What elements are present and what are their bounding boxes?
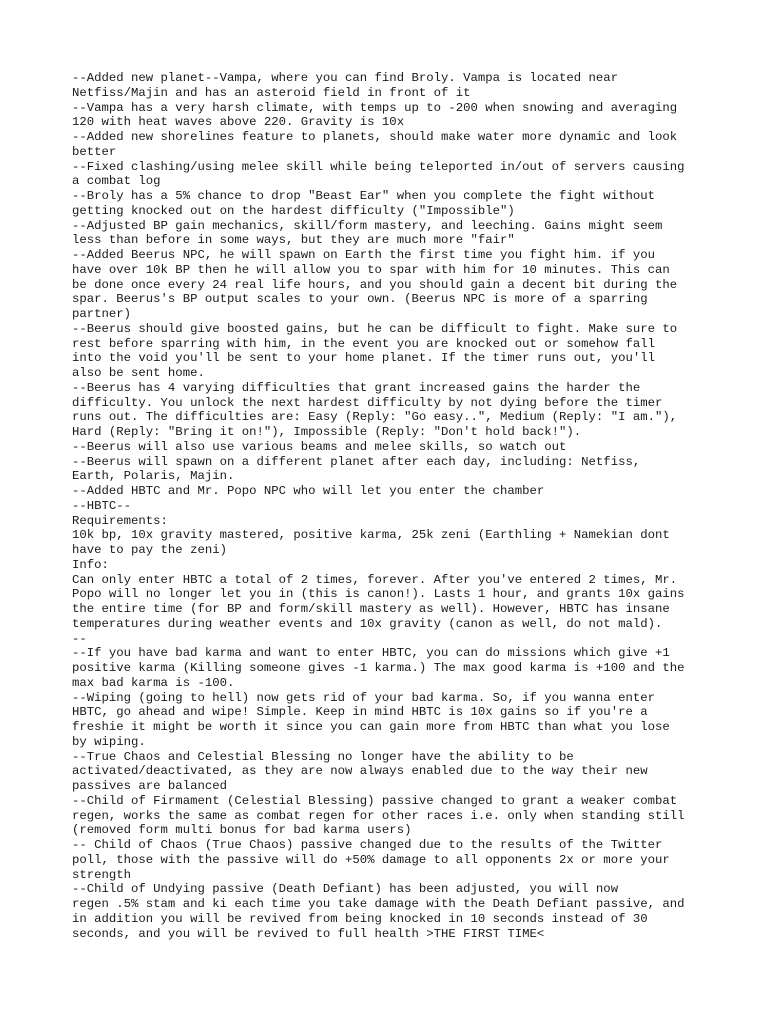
text-line: better — [72, 144, 117, 159]
text-line: the entire time (for BP and form/skill mastery as well). However, HBTC has insane — [72, 602, 670, 616]
text-line: HBTC, go ahead and wipe! Simple. Keep in mind HBTC is 10x gains so if you're a — [72, 705, 648, 720]
text-line: also be sent home. — [72, 366, 205, 380]
text-line: --Adjusted BP gain mechanics, skill/form mastery, and leeching. Gains might seem — [72, 218, 663, 233]
text-line: a combat log — [72, 174, 161, 189]
text-line: have to pay the zeni) — [72, 543, 227, 557]
text-line: in addition you will be revived from being knocked in 10 seconds instead of 30 — [72, 911, 648, 926]
text-line: --True Chaos and Celestial Blessing no longer have the ability to be — [72, 749, 574, 764]
text-line: Netfiss/Majin and has an asteroid field in front of it — [72, 85, 471, 100]
text-line: --Added new planet--Vampa, where you can find Broly. Vampa is located near — [72, 71, 619, 85]
text-line: Hard (Reply: "Bring it on!"), Impossible (Reply: "Don't hold back!"). — [72, 425, 582, 439]
text-line: strength — [72, 867, 132, 882]
text-line: (removed form multi bonus for bad karma users) — [72, 823, 412, 838]
text-line: --Added new shorelines feature to planets, should make water more dynamic and look — [72, 130, 678, 144]
text-line: rest before sparring with him, in the event you are knocked out or somehow fall — [72, 336, 655, 351]
text-line: --Beerus has 4 varying difficulties that grant increased gains the harder the — [72, 380, 641, 395]
text-line: --Wiping (going to hell) now gets rid of your bad karma. So, if you wanna enter — [72, 690, 655, 705]
text-line: --Beerus should give boosted gains, but he can be difficult to fight. Make sure to — [72, 321, 678, 336]
text-line: poll, those with the passive will do +50% damage to all opponents 2x or more your — [72, 852, 670, 867]
text-line: Requirements: — [72, 513, 168, 528]
text-line: difficulty. You unlock the next hardest difficulty by not dying before the timer — [72, 395, 663, 410]
text-line: Info: — [72, 557, 109, 572]
text-line: --Vampa has a very harsh climate, with temps up to -200 when snowing and averaging — [72, 100, 678, 115]
text-line: temperatures during weather events and 10x gravity (canon as well, do not mald). — [72, 616, 663, 631]
text-line: into the void you'll be sent to your home planet. If the timer runs out, you'll — [72, 351, 655, 366]
text-line: --Beerus will also use various beams and melee skills, so watch out — [72, 439, 567, 454]
text-line: getting knocked out on the hardest difficulty ("Impossible") — [72, 203, 515, 218]
text-line: 10k bp, 10x gravity mastered, positive karma, 25k zeni (Earthling + Namekian dont — [72, 528, 670, 543]
text-line: positive karma (Killing someone gives -1 karma.) The max good karma is +100 and the — [72, 661, 685, 675]
text-line: partner) — [72, 307, 132, 321]
text-line: Can only enter HBTC a total of 2 times, forever. After you've entered 2 times, Mr. — [72, 572, 678, 587]
text-line: spar. Beerus's BP output scales to your own. (Beerus NPC is more of a sparring — [72, 292, 648, 307]
text-line: regen, works the same as combat regen for other races i.e. only when standing still — [72, 808, 685, 823]
text-line: --Fixed clashing/using melee skill while being teleported in/out of servers causing — [72, 159, 685, 174]
patch-notes-text — [72, 71, 712, 941]
text-line: --Added HBTC and Mr. Popo NPC who will let you enter the chamber — [72, 484, 545, 498]
text-line: runs out. The difficulties are: Easy (Reply: "Go easy..", Medium (Reply: "I am."), — [72, 410, 678, 425]
text-line: -- Child of Chaos (True Chaos) passive changed due to the results of the Twitter — [72, 838, 663, 852]
text-line: --HBTC-- — [72, 498, 132, 513]
text-line: regen .5% stam and ki each time you take damage with the Death Defiant passive, and — [72, 897, 685, 911]
text-line: be done once every 24 real life hours, and you should gain a decent bit during the — [72, 277, 678, 292]
text-line: max bad karma is -100. — [72, 675, 235, 690]
text-line: --If you have bad karma and want to enter HBTC, you can do missions which give +1 — [72, 646, 670, 661]
text-line: Popo will no longer let you in (this is canon!). Lasts 1 hour, and grants 10x gains — [72, 587, 685, 602]
text-line: --Beerus will spawn on a different planet after each day, including: Netfiss, — [72, 454, 641, 469]
text-line: seconds, and you will be revived to full health >THE FIRST TIME< — [72, 926, 545, 941]
text-line: --Broly has a 5% chance to drop "Beast Ear" when you complete the fight without — [72, 189, 655, 203]
text-line: --Added Beerus NPC, he will spawn on Earth the first time you fight him. if you — [72, 248, 655, 262]
text-line: have over 10k BP then he will allow you to spar with him for 10 minutes. This can — [72, 262, 670, 277]
text-line: --Child of Firmament (Celestial Blessing) passive changed to grant a weaker combat — [72, 793, 678, 808]
text-line: 120 with heat waves above 220. Gravity is 10x — [72, 115, 405, 130]
text-line: Earth, Polaris, Majin. — [72, 469, 235, 484]
text-line: activated/deactivated, as they are now always enabled due to the way their new — [72, 764, 648, 779]
text-line: -- — [72, 631, 87, 646]
text-line: by wiping. — [72, 734, 146, 749]
text-line: --Child of Undying passive (Death Defiant) has been adjusted, you will now — [72, 882, 619, 897]
text-line: freshie it might be worth it since you can gain more from HBTC than what you lose — [72, 720, 670, 734]
text-line: less than before in some ways, but they are much more "fair" — [72, 233, 515, 248]
text-line: passives are balanced — [72, 779, 227, 793]
